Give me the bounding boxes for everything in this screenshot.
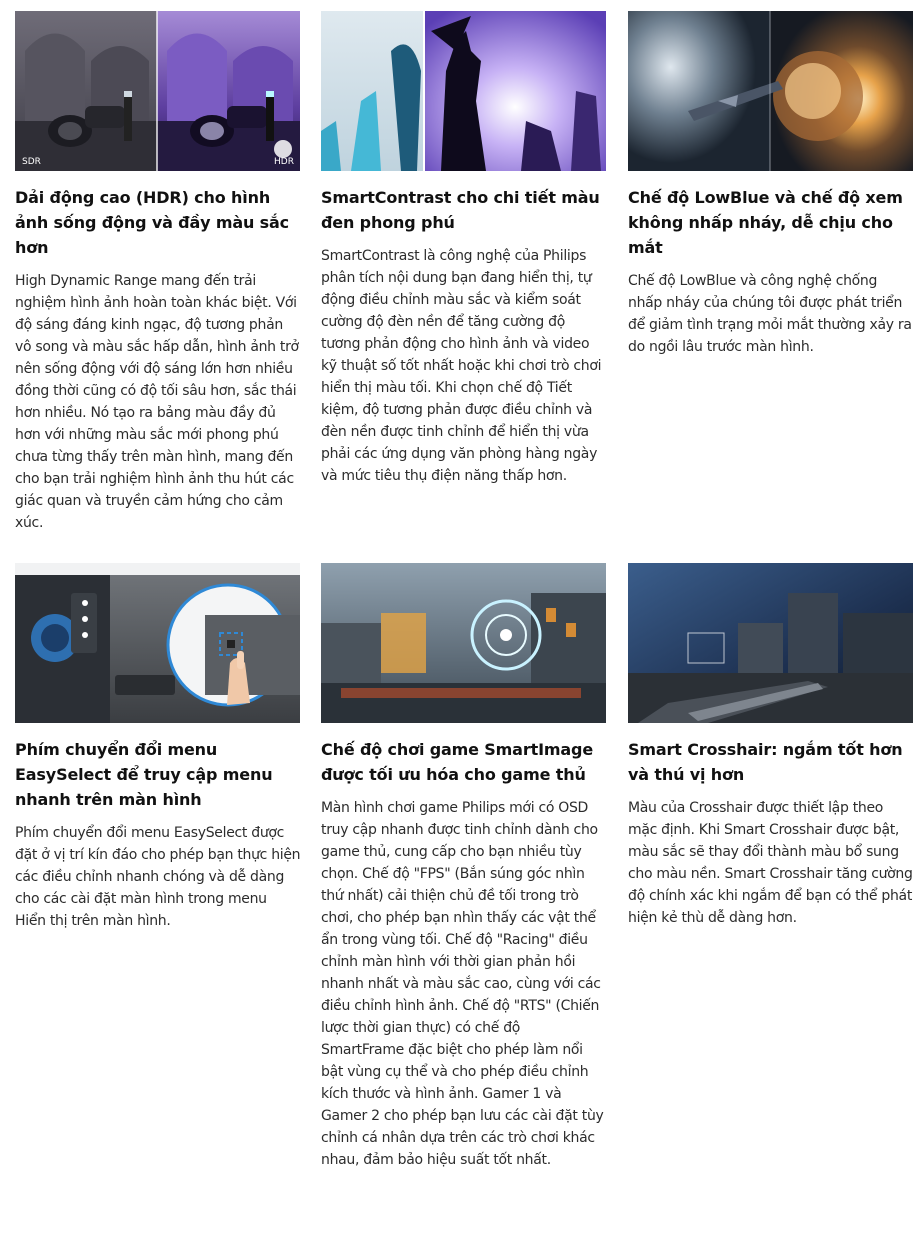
feature-title: Dải động cao (HDR) cho hình ảnh sống động và đầy màu sắc hơn xyxy=(15,188,290,257)
smartimage-illustration xyxy=(321,563,606,723)
easyselect-illustration xyxy=(15,563,300,723)
feature-title: Phím chuyển đổi menu EasySelect để truy cập menu nhanh trên màn hình xyxy=(15,740,273,809)
smartimage-image xyxy=(321,563,606,723)
smart-crosshair-image xyxy=(628,563,913,723)
feature-title: Chế độ LowBlue và chế độ xem không nhấp nháy, dễ chịu cho mắt xyxy=(628,188,903,257)
hdr-label: HDR xyxy=(274,157,294,167)
lowblue-illustration xyxy=(628,11,913,171)
feature-card-smartimage xyxy=(321,563,607,1171)
crosshair-illustration xyxy=(628,563,913,723)
feature-description: High Dynamic Range mang đến trải nghiệm hình ảnh hoàn toàn khác biệt. Với độ sáng đáng kinh ngạc, độ tương phản vô song và màu sắc hấp dẫn, hình ảnh trở nên sống động với độ sáng lớn hơn nhiều đồng thời cũng có độ tối sâu hơn, sắc thái hơn nhiều. Nó tạo ra bảng màu đầy đủ hơn với những màu sắc mới phong phú chưa từng thấy trên màn hình, mang đến cho bạn trải nghiệm hình ảnh thu hút các giác quan và truyền cảm hứng cho cảm xúc. xyxy=(15,273,299,531)
sdr-label: SDR xyxy=(22,157,41,167)
feature-description: Màu của Crosshair được thiết lập theo mặc định. Khi Smart Crosshair được bật, màu sắc sẽ thay đổi thành màu bổ sung cho màu nền. Smart Crosshair tăng cường độ chính xác khi ngắm để bạn có thể phát hiện kẻ thù dễ dàng hơn. xyxy=(628,800,913,926)
feature-description: SmartContrast là công nghệ của Philips phân tích nội dung bạn đang hiển thị, tự động điều chỉnh màu sắc và kiểm soát cường độ đèn nền để tăng cường độ tương phản động cho hình ảnh và video kỹ thuật số tốt nhất hoặc khi chơi trò chơi hiển thị màu tối. Khi chọn chế độ Tiết kiệm, độ tương phản được điều chỉnh và đèn nền được tinh chỉnh để hiển thị vừa phải các ứng dụng văn phòng hàng ngày và mức tiêu thụ điện năng thấp hơn. xyxy=(321,248,602,484)
feature-title: Smart Crosshair: ngắm tốt hơn và thú vị hơn xyxy=(628,740,903,784)
feature-title: Chế độ chơi game SmartImage được tối ưu hóa cho game thủ xyxy=(321,740,594,784)
hdr-comparison-image xyxy=(15,11,300,171)
feature-card-easyselect xyxy=(15,563,301,932)
feature-card-smart-crosshair xyxy=(628,563,913,929)
easyselect-image xyxy=(15,563,300,723)
feature-card-lowblue xyxy=(628,11,913,358)
smartcontrast-image xyxy=(321,11,606,171)
feature-description: Màn hình chơi game Philips mới có OSD truy cập nhanh được tinh chỉnh dành cho game thủ, cung cấp cho bạn nhiều tùy chọn. Chế độ "FPS" (Bắn súng góc nhìn thứ nhất) cải thiện chủ đề tối trong trò chơi, cho phép bạn nhìn thấy các vật thể ẩn trong vùng tối. Chế độ "Racing" điều chỉnh màn hình với thời gian phản hồi nhanh nhất và màu sắc cao, cùng với các điều chỉnh hình ảnh. Chế độ "RTS" (Chiến lược thời gian thực) có chế độ SmartFrame đặc biệt cho phép làm nổi bật vùng cụ thể và cho phép điều chỉnh kích thước và hình ảnh. Gamer 1 và Gamer 2 cho phép bạn lưu các cài đặt tùy chỉnh cá nhân dựa trên các trò chơi khác nhau, đảm bảo hiệu suất tốt nhất. xyxy=(321,800,604,1168)
smartcontrast-illustration xyxy=(321,11,606,171)
hdr-illustration xyxy=(15,11,300,171)
feature-description: Phím chuyển đổi menu EasySelect được đặt ở vị trí kín đáo cho phép bạn thực hiện các điều chỉnh nhanh chóng và dễ dàng cho các cài đặt màn hình trong menu Hiển thị trên màn hình. xyxy=(15,825,301,929)
feature-card-hdr xyxy=(15,11,301,534)
feature-title: SmartContrast cho chi tiết màu đen phong phú xyxy=(321,188,600,232)
lowblue-image xyxy=(628,11,913,171)
feature-description: Chế độ LowBlue và công nghệ chống nhấp nháy của chúng tôi được phát triển để giảm tình trạng mỏi mắt thường xảy ra do ngồi lâu trước màn hình. xyxy=(628,273,912,355)
feature-card-smartcontrast xyxy=(321,11,607,487)
